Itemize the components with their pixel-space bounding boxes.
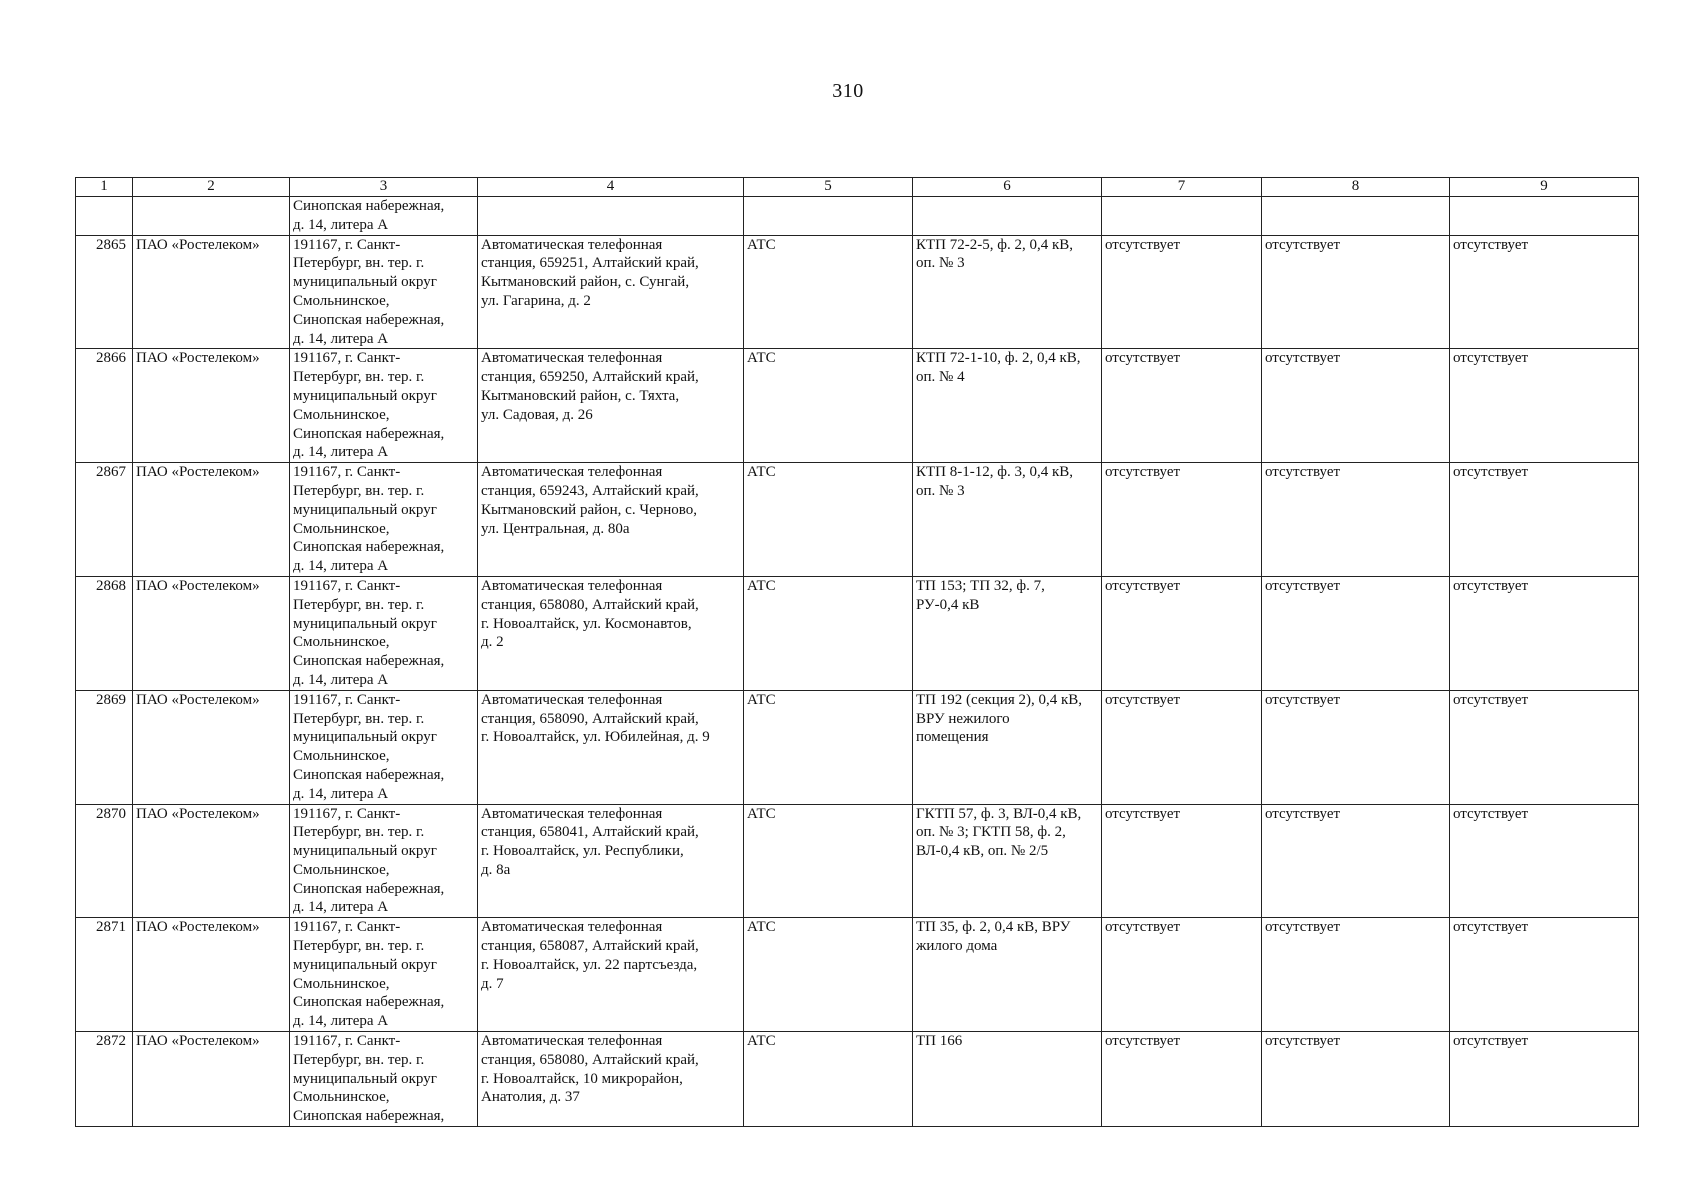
cell-number: 2865 <box>76 235 133 349</box>
cell-col7: отсутствует <box>1102 576 1262 690</box>
cell-col8: отсутствует <box>1262 918 1450 1032</box>
table-row-continuation <box>76 197 1639 236</box>
cell-col8: отсутствует <box>1262 576 1450 690</box>
cell-owner-address: 191167, г. Санкт- Петербург, вн. тер. г. муниципальный округ Смольнинское, Синопская набережная, д. 14, литера А <box>290 576 478 690</box>
page-number: 310 <box>832 80 864 102</box>
cell-object: Автоматическая телефонная станция, 658080, Алтайский край, г. Новоалтайск, 10 микрорайон, Анатолия, д. 37 <box>478 1032 744 1127</box>
cell-owner-address: 191167, г. Санкт- Петербург, вн. тер. г. муниципальный округ Смольнинское, Синопская набережная, д. 14, литера А <box>290 463 478 577</box>
cell-number: 2869 <box>76 690 133 804</box>
cell-col9: отсутствует <box>1450 235 1639 349</box>
cell-col9: отсутствует <box>1450 576 1639 690</box>
cell-col9: отсутствует <box>1450 918 1639 1032</box>
cell-number <box>76 197 133 236</box>
column-header: 5 <box>744 178 913 197</box>
cell-type: АТС <box>744 576 913 690</box>
cell-owner <box>133 197 290 236</box>
column-header: 2 <box>133 178 290 197</box>
cell-object: Автоматическая телефонная станция, 658087, Алтайский край, г. Новоалтайск, ул. 22 партсъезда, д. 7 <box>478 918 744 1032</box>
cell-col7: отсутствует <box>1102 918 1262 1032</box>
cell-connection: ТП 153; ТП 32, ф. 7, РУ-0,4 кВ <box>913 576 1102 690</box>
cell-connection: ТП 35, ф. 2, 0,4 кВ, ВРУ жилого дома <box>913 918 1102 1032</box>
table-row <box>76 463 1639 577</box>
cell-owner: ПАО «Ростелеком» <box>133 349 290 463</box>
cell-col9 <box>1450 197 1639 236</box>
cell-owner-address: 191167, г. Санкт- Петербург, вн. тер. г. муниципальный округ Смольнинское, Синопская набережная, д. 14, литера А <box>290 235 478 349</box>
cell-col7: отсутствует <box>1102 235 1262 349</box>
cell-type: АТС <box>744 349 913 463</box>
cell-owner-address: 191167, г. Санкт- Петербург, вн. тер. г. муниципальный округ Смольнинское, Синопская набережная, <box>290 1032 478 1127</box>
cell-col8: отсутствует <box>1262 690 1450 804</box>
cell-object: Автоматическая телефонная станция, 659243, Алтайский край, Кытмановский район, с. Черново, ул. Центральная, д. 80а <box>478 463 744 577</box>
column-header: 9 <box>1450 178 1639 197</box>
cell-col8: отсутствует <box>1262 1032 1450 1127</box>
cell-owner: ПАО «Ростелеком» <box>133 918 290 1032</box>
cell-col7: отсутствует <box>1102 349 1262 463</box>
cell-col7: отсутствует <box>1102 463 1262 577</box>
cell-owner-address: 191167, г. Санкт- Петербург, вн. тер. г. муниципальный округ Смольнинское, Синопская набережная, д. 14, литера А <box>290 918 478 1032</box>
cell-col7: отсутствует <box>1102 1032 1262 1127</box>
cell-col8: отсутствует <box>1262 235 1450 349</box>
cell-type: АТС <box>744 918 913 1032</box>
table-row <box>76 349 1639 463</box>
cell-col9: отсутствует <box>1450 804 1639 918</box>
cell-col8: отсутствует <box>1262 349 1450 463</box>
cell-number: 2868 <box>76 576 133 690</box>
column-header: 1 <box>76 178 133 197</box>
cell-col7: отсутствует <box>1102 804 1262 918</box>
cell-connection: ГКТП 57, ф. 3, ВЛ-0,4 кВ, оп. № 3; ГКТП 58, ф. 2, ВЛ-0,4 кВ, оп. № 2/5 <box>913 804 1102 918</box>
cell-col7 <box>1102 197 1262 236</box>
cell-number: 2872 <box>76 1032 133 1127</box>
column-header: 4 <box>478 178 744 197</box>
cell-object: Автоматическая телефонная станция, 658080, Алтайский край, г. Новоалтайск, ул. Космонавтов, д. 2 <box>478 576 744 690</box>
cell-owner: ПАО «Ростелеком» <box>133 690 290 804</box>
cell-type: АТС <box>744 463 913 577</box>
table-row <box>76 1032 1639 1127</box>
cell-col9: отсутствует <box>1450 349 1639 463</box>
table-row <box>76 804 1639 918</box>
table-row <box>76 576 1639 690</box>
cell-connection: КТП 72-1-10, ф. 2, 0,4 кВ, оп. № 4 <box>913 349 1102 463</box>
cell-owner-address: 191167, г. Санкт- Петербург, вн. тер. г. муниципальный округ Смольнинское, Синопская набережная, д. 14, литера А <box>290 349 478 463</box>
cell-connection: ТП 192 (секция 2), 0,4 кВ, ВРУ нежилого помещения <box>913 690 1102 804</box>
cell-owner: ПАО «Ростелеком» <box>133 576 290 690</box>
cell-connection: ТП 166 <box>913 1032 1102 1127</box>
cell-col7: отсутствует <box>1102 690 1262 804</box>
cell-number: 2871 <box>76 918 133 1032</box>
column-header: 6 <box>913 178 1102 197</box>
column-header: 7 <box>1102 178 1262 197</box>
cell-type: АТС <box>744 235 913 349</box>
table-row <box>76 690 1639 804</box>
cell-type <box>744 197 913 236</box>
column-header: 8 <box>1262 178 1450 197</box>
cell-col8: отсутствует <box>1262 463 1450 577</box>
table-row <box>76 235 1639 349</box>
cell-col8: отсутствует <box>1262 804 1450 918</box>
cell-object: Автоматическая телефонная станция, 659251, Алтайский край, Кытмановский район, с. Сунгай, ул. Гагарина, д. 2 <box>478 235 744 349</box>
cell-number: 2867 <box>76 463 133 577</box>
cell-connection: КТП 8-1-12, ф. 3, 0,4 кВ, оп. № 3 <box>913 463 1102 577</box>
cell-owner-address: 191167, г. Санкт- Петербург, вн. тер. г. муниципальный округ Смольнинское, Синопская набережная, д. 14, литера А <box>290 804 478 918</box>
cell-owner: ПАО «Ростелеком» <box>133 804 290 918</box>
cell-owner-address: 191167, г. Санкт- Петербург, вн. тер. г. муниципальный округ Смольнинское, Синопская набережная, д. 14, литера А <box>290 690 478 804</box>
cell-number: 2866 <box>76 349 133 463</box>
cell-object: Автоматическая телефонная станция, 658090, Алтайский край, г. Новоалтайск, ул. Юбилейная, д. 9 <box>478 690 744 804</box>
table-row <box>76 918 1639 1032</box>
column-header: 3 <box>290 178 478 197</box>
cell-object: Автоматическая телефонная станция, 659250, Алтайский край, Кытмановский район, с. Тяхта, ул. Садовая, д. 26 <box>478 349 744 463</box>
cell-type: АТС <box>744 1032 913 1127</box>
cell-col8 <box>1262 197 1450 236</box>
cell-number: 2870 <box>76 804 133 918</box>
cell-connection <box>913 197 1102 236</box>
cell-connection: КТП 72-2-5, ф. 2, 0,4 кВ, оп. № 3 <box>913 235 1102 349</box>
cell-owner: ПАО «Ростелеком» <box>133 1032 290 1127</box>
data-table <box>75 177 1639 1127</box>
cell-type: АТС <box>744 804 913 918</box>
cell-owner: ПАО «Ростелеком» <box>133 235 290 349</box>
header-row <box>76 178 1639 197</box>
cell-col9: отсутствует <box>1450 1032 1639 1127</box>
cell-object <box>478 197 744 236</box>
cell-type: АТС <box>744 690 913 804</box>
cell-object: Автоматическая телефонная станция, 658041, Алтайский край, г. Новоалтайск, ул. Республики, д. 8а <box>478 804 744 918</box>
cell-col9: отсутствует <box>1450 463 1639 577</box>
cell-col9: отсутствует <box>1450 690 1639 804</box>
cell-owner-address: Синопская набережная, д. 14, литера А <box>290 197 478 236</box>
cell-owner: ПАО «Ростелеком» <box>133 463 290 577</box>
